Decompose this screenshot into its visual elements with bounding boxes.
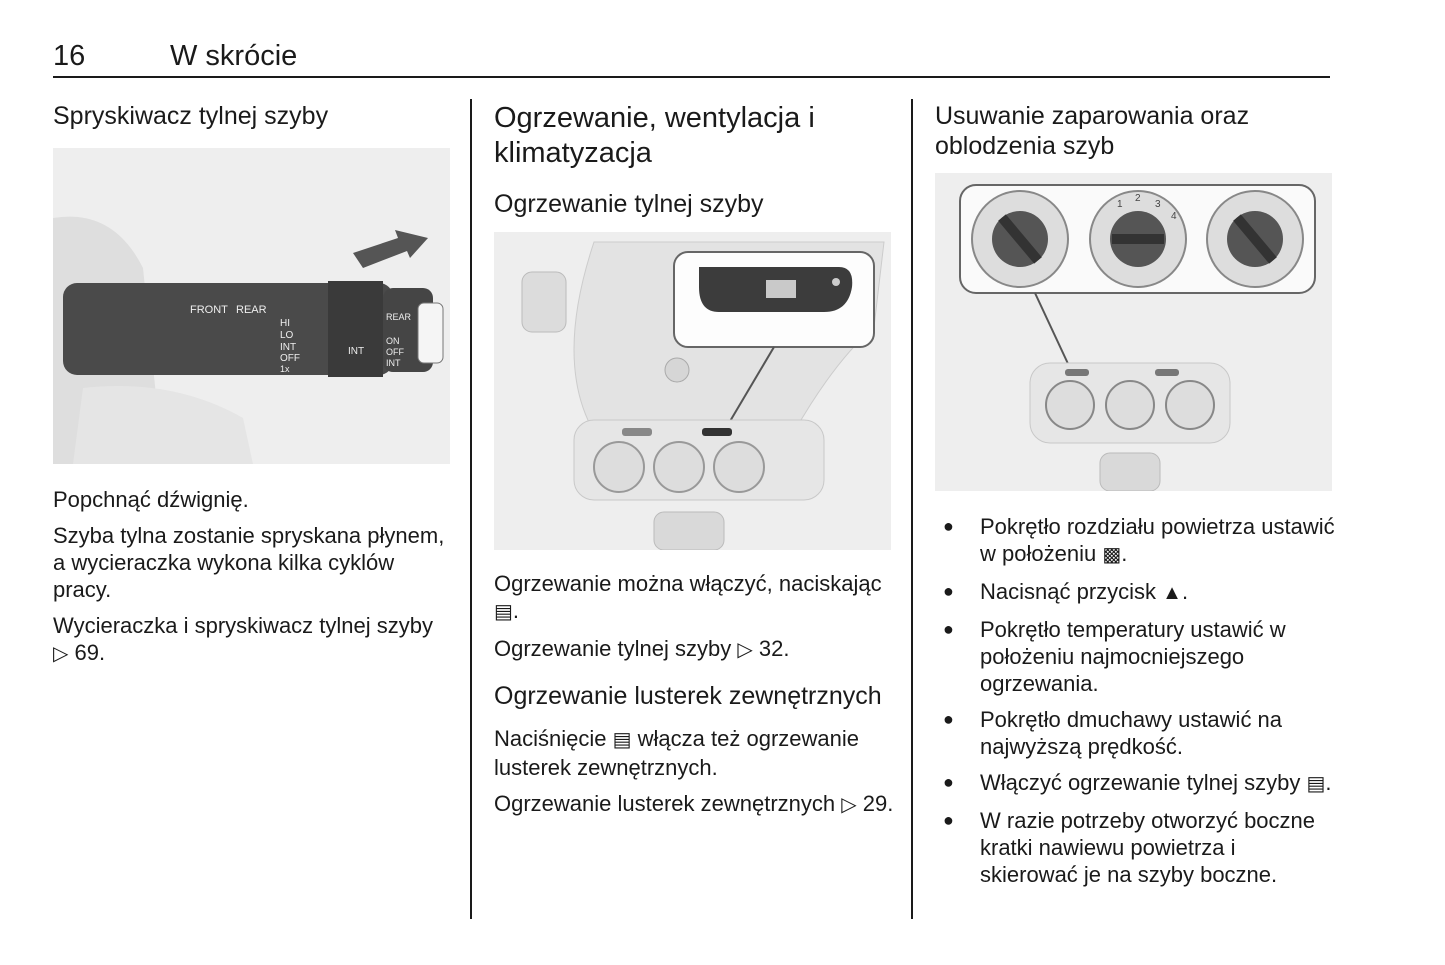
label-int: INT	[280, 342, 297, 353]
label-lo: LO	[280, 330, 294, 341]
paragraph	[494, 725, 894, 781]
list-item-text: Nacisnąć przycisk	[980, 579, 1157, 604]
page-number: 16	[53, 40, 86, 72]
fan-speed-1: 1	[1117, 199, 1123, 210]
list-item: ● Pokrętło rozdziału powietrza ustawić w położeniu ▩.	[935, 513, 1335, 569]
label-1x: 1x	[280, 364, 290, 374]
column-divider-2	[911, 99, 913, 919]
reference-arrow-icon: ▷	[737, 639, 753, 661]
paragraph	[494, 635, 894, 664]
fan-speed-3: 3	[1155, 199, 1161, 210]
fan-speed-4: 4	[1171, 211, 1177, 222]
column-rear-washer	[53, 101, 453, 668]
rear-window-heat-icon: ▤	[1306, 773, 1326, 795]
reference-arrow-icon: ▷	[53, 643, 69, 665]
label-rear-2: REAR	[386, 312, 412, 322]
paragraph	[53, 612, 453, 668]
label-on: ON	[386, 336, 400, 346]
dashboard-figure	[494, 232, 891, 550]
paragraph: Ogrzewanie można włączyć, naciskając ▤.	[494, 571, 882, 623]
paragraph-text: Ogrzewanie można włączyć, naciskając	[494, 571, 882, 596]
section-heading: Spryskiwacz tylnej szyby	[53, 102, 329, 130]
paragraph	[494, 790, 894, 819]
climate-controls-illustration	[935, 173, 1332, 491]
list-item-text: Pokrętło rozdziału powietrza ustawić w położeniu	[980, 514, 1335, 566]
label-off: OFF	[280, 353, 300, 364]
label-rear: REAR	[236, 304, 267, 316]
subsection-heading: Ogrzewanie lusterek zewnętrznych	[494, 682, 882, 710]
instruction-list	[935, 513, 1335, 888]
paragraph: Popchnąć dźwignię.	[53, 487, 249, 512]
subsection-heading: Ogrzewanie tylnej szyby	[494, 190, 764, 218]
page-reference: 29.	[862, 791, 894, 816]
paragraph: Szyba tylna zostanie spryskana płynem, a wycieraczka wykona kilka cyklów pracy.	[53, 523, 445, 602]
paragraph-text: Naciśnięcie	[494, 726, 607, 751]
label-int-3: INT	[386, 358, 401, 368]
page-reference: 32.	[758, 636, 790, 661]
fan-speed-2: 2	[1135, 193, 1141, 204]
wiper-lever-figure	[53, 148, 450, 464]
column-defog	[935, 101, 1335, 897]
page-reference: 69.	[74, 640, 106, 665]
list-item: ● Włączyć ogrzewanie tylnej szyby ▤.	[935, 769, 1335, 798]
label-front: FRONT	[190, 304, 228, 316]
list-item-text: Włączyć ogrzewanie tylnej szyby	[980, 770, 1301, 795]
column-climate	[494, 101, 894, 819]
windscreen-defrost-icon: ▲	[1162, 582, 1182, 604]
label-hi: HI	[280, 318, 290, 329]
list-item: ● W razie potrzeby otworzyć boczne kratki nawiewu powietrza i skierować je na szyby boczne.	[935, 807, 1335, 888]
label-off-2: OFF	[386, 347, 404, 357]
list-item: ● Pokrętło dmuchawy ustawić na najwyższą prędkość.	[935, 706, 1335, 760]
paragraph-text: Ogrzewanie tylnej szyby	[494, 636, 732, 661]
dashboard-illustration	[494, 232, 891, 550]
list-item: ● Nacisnąć przycisk ▲.	[935, 578, 1335, 607]
wiper-lever-illustration	[53, 148, 450, 464]
section-heading: Usuwanie zaparowania oraz oblodzenia szyb	[935, 102, 1250, 160]
header-rule	[53, 76, 1330, 78]
air-distribution-defrost-icon: ▩	[1102, 544, 1122, 566]
paragraph-text: Ogrzewanie lusterek zewnętrznych	[494, 791, 836, 816]
label-int-2: INT	[348, 346, 365, 357]
paragraph-text: włącza też ogrzewanie lusterek zewnętrznych.	[494, 726, 859, 780]
reference-arrow-icon: ▷	[841, 794, 857, 816]
page-title: W skrócie	[170, 40, 298, 72]
rear-window-heat-icon: ▤	[494, 601, 513, 623]
climate-controls-figure	[935, 173, 1332, 491]
column-divider-1	[470, 99, 472, 919]
section-heading: Ogrzewanie, wentylacja i klimatyzacja	[494, 102, 815, 169]
list-item: ● Pokrętło temperatury ustawić w położeniu najmocniejszego ogrzewania.	[935, 616, 1335, 697]
rear-window-heat-icon: ▤	[612, 729, 632, 751]
paragraph-text: Wycieraczka i spryskiwacz tylnej szyby	[53, 613, 433, 638]
